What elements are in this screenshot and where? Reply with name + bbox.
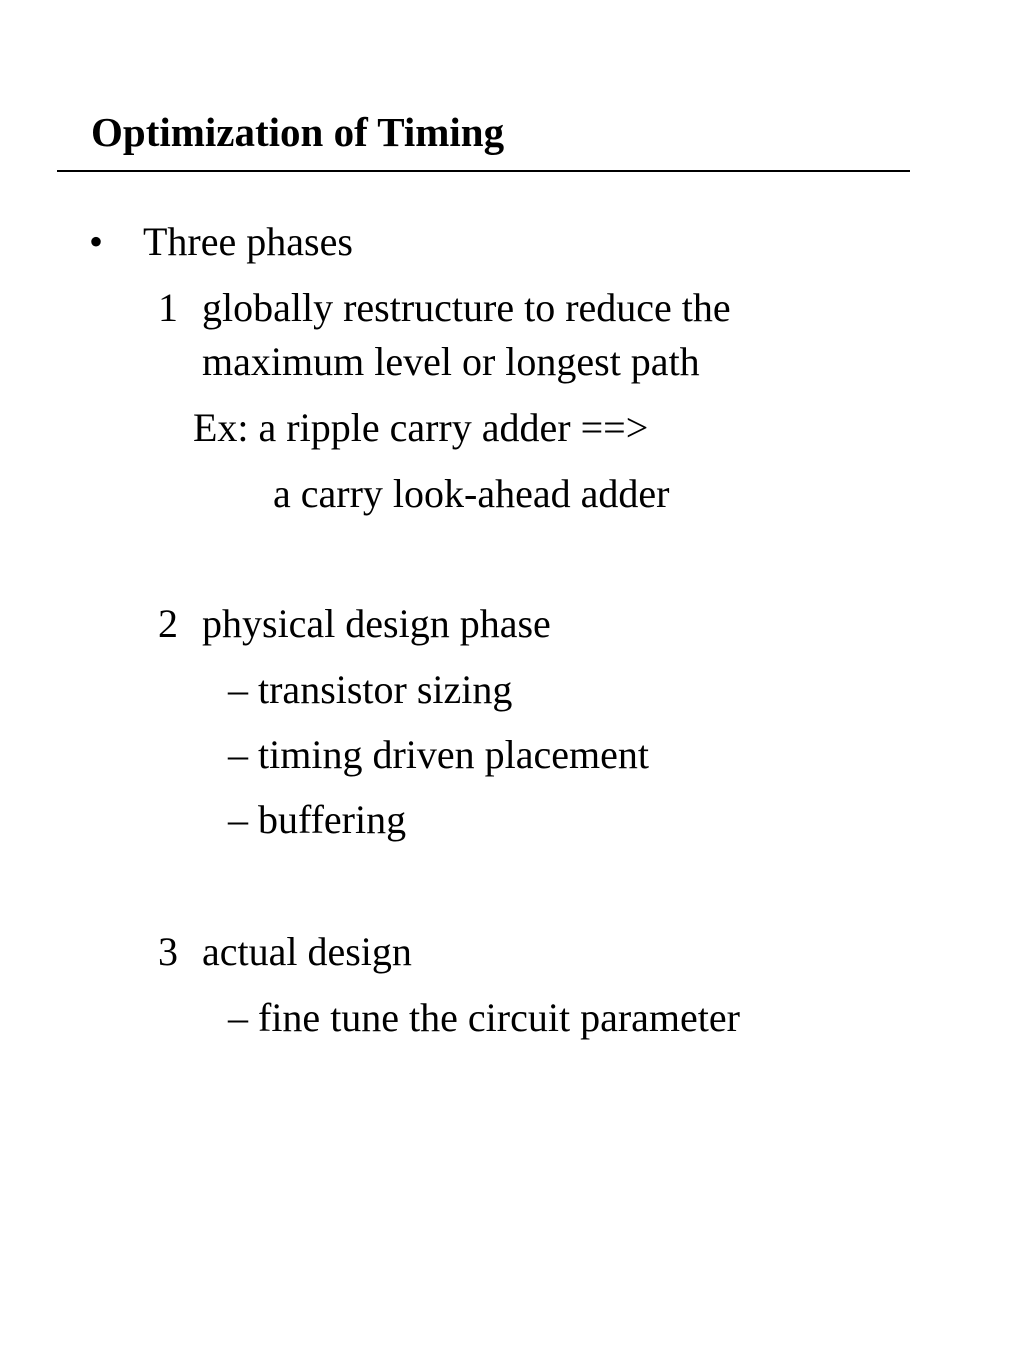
bullet-text: Three phases (143, 219, 353, 264)
phase-2-number: 2 (158, 601, 178, 646)
phase-1-example-line-2: a carry look-ahead adder (273, 471, 670, 516)
title-underline (57, 170, 910, 172)
phase-1-number: 1 (158, 285, 178, 330)
phase-1-line-1: globally restructure to reduce the (202, 285, 731, 330)
phase-2-subitem: – buffering (228, 797, 407, 842)
phase-2-subitem: – timing driven placement (228, 732, 649, 777)
phase-2-line-1: physical design phase (202, 601, 551, 646)
phase-3-line-1: actual design (202, 929, 412, 974)
phase-1-example-line-1: Ex: a ripple carry adder ==> (193, 405, 649, 450)
phase-1-line-2: maximum level or longest path (202, 339, 700, 384)
phase-3-subitem: – fine tune the circuit parameter (228, 995, 740, 1040)
phase-3-number: 3 (158, 929, 178, 974)
slide-title: Optimization of Timing (91, 109, 505, 155)
phase-2-subitem: – transistor sizing (228, 667, 513, 712)
bullet-icon: • (89, 219, 104, 264)
